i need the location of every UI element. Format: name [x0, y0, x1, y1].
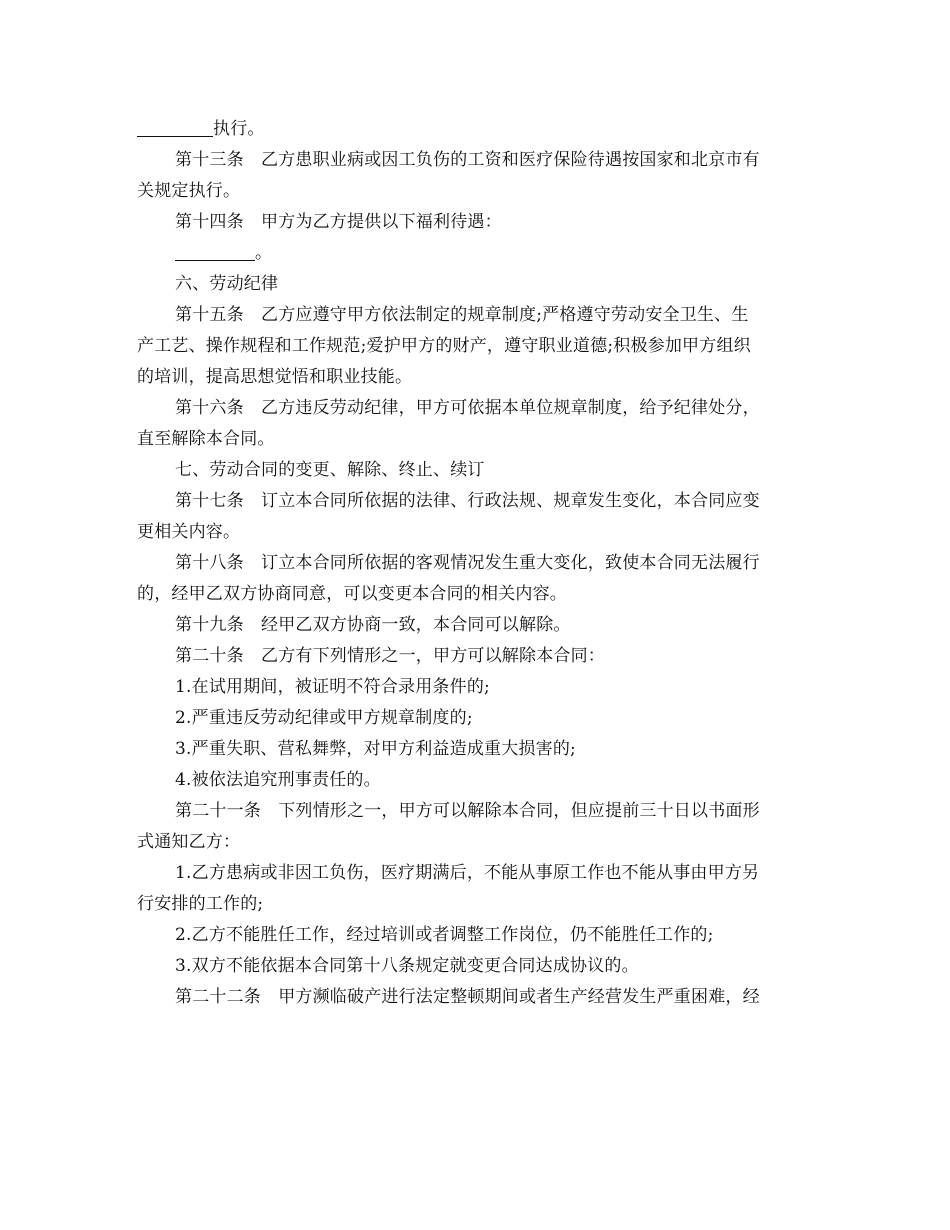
line-text: 更相关内容。	[137, 522, 241, 542]
line-text: 2.严重违反劳动纪律或甲方规章制度的;	[175, 708, 473, 728]
text-line	[137, 486, 815, 517]
line-text: 产工艺、操作规程和工作规范;爱护甲方的财产，遵守职业道德;积极参加甲方组织	[137, 336, 751, 356]
text-line	[137, 424, 815, 455]
line-text: 第十六条 乙方违反劳动纪律，甲方可依据本单位规章制度，给予纪律处分，	[175, 398, 760, 418]
line-text: 关规定执行。	[137, 181, 241, 201]
line-text: 第十九条 经甲乙双方协商一致，本合同可以解除。	[175, 615, 571, 635]
line-text: 第十八条 订立本合同所依据的客观情况发生重大变化，致使本合同无法履行	[175, 553, 760, 573]
line-text: 第十四条 甲方为乙方提供以下福利待遇：	[175, 212, 502, 232]
line-text: 执行。	[213, 119, 265, 139]
text-line	[137, 858, 815, 889]
line-text: 第二十一条 下列情形之一，甲方可以解除本合同，但应提前三十日以书面形	[175, 801, 760, 821]
text-line	[137, 641, 815, 672]
fill-in-blank[interactable]	[175, 243, 255, 261]
text-line	[137, 238, 815, 269]
document-page	[137, 114, 815, 1013]
line-text: 1.在试用期间，被证明不符合录用条件的;	[175, 677, 490, 697]
line-text: 行安排的工作的;	[137, 894, 264, 914]
text-line	[137, 734, 815, 765]
line-text: 直至解除本合同。	[137, 429, 275, 449]
text-line	[137, 548, 815, 579]
text-line	[137, 610, 815, 641]
line-text: 第十七条 订立本合同所依据的法律、行政法规、规章发生变化，本合同应变	[175, 491, 760, 511]
line-text: 4.被依法追究刑事责任的。	[175, 770, 381, 790]
text-line	[137, 145, 815, 176]
text-line	[137, 951, 815, 982]
text-line	[137, 703, 815, 734]
line-text: 的，经甲乙双方协商同意，可以变更本合同的相关内容。	[137, 584, 567, 604]
line-text: 2.乙方不能胜任工作，经过培训或者调整工作岗位，仍不能胜任工作的;	[175, 925, 714, 945]
text-line	[137, 331, 815, 362]
text-line	[137, 393, 815, 424]
line-text: 第十三条 乙方患职业病或因工负伤的工资和医疗保险待遇按国家和北京市有	[175, 150, 760, 170]
text-line	[137, 827, 815, 858]
fill-in-blank[interactable]	[137, 119, 213, 137]
text-line	[137, 765, 815, 796]
text-line	[137, 982, 815, 1013]
line-text: 3.双方不能依据本合同第十八条规定就变更合同达成协议的。	[175, 956, 639, 976]
text-line	[137, 362, 815, 393]
text-line	[137, 455, 815, 486]
line-text: 第二十二条 甲方濒临破产进行法定整顿期间或者生产经营发生严重困难，经	[175, 987, 760, 1007]
line-text: 1.乙方患病或非因工负伤，医疗期满后，不能从事原工作也不能从事由甲方另	[175, 863, 760, 883]
text-line	[137, 176, 815, 207]
line-text: 3.严重失职、营私舞弊，对甲方利益造成重大损害的;	[175, 739, 576, 759]
line-text: 的培训，提高思想觉悟和职业技能。	[137, 367, 413, 387]
text-line	[137, 269, 815, 300]
line-text: 第十五条 乙方应遵守甲方依法制定的规章制度;严格遵守劳动安全卫生、生	[175, 305, 749, 325]
text-line	[137, 207, 815, 238]
text-line	[137, 796, 815, 827]
text-line	[137, 579, 815, 610]
line-text: 六、劳动纪律	[175, 274, 279, 294]
line-text: 式通知乙方：	[137, 832, 241, 852]
text-line	[137, 300, 815, 331]
line-text: 七、劳动合同的变更、解除、终止、续订	[175, 460, 485, 480]
line-text: 第二十条 乙方有下列情形之一，甲方可以解除本合同：	[175, 646, 605, 666]
text-line	[137, 517, 815, 548]
text-line	[137, 889, 815, 920]
line-text: 。	[255, 243, 273, 263]
text-line	[137, 672, 815, 703]
text-line	[137, 114, 815, 145]
text-line	[137, 920, 815, 951]
